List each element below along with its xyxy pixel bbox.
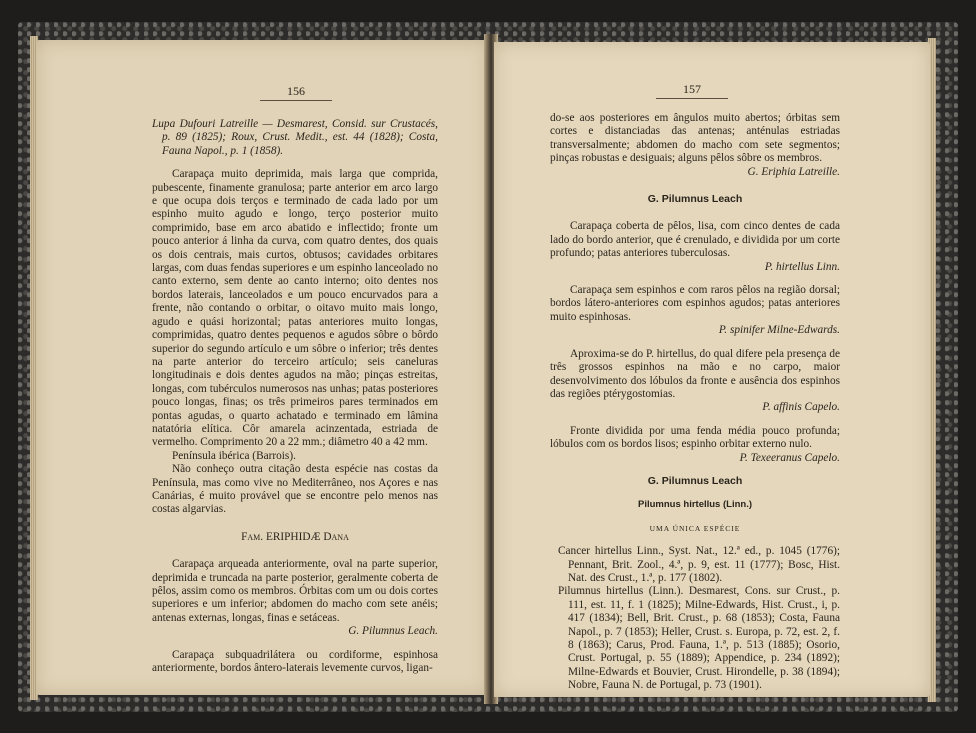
right-page-number: 157	[683, 82, 701, 96]
genus-heading-2: G. Pilumnus Leach	[647, 474, 743, 487]
species-key-1: Carapaça coberta de pêlos, lisa, com cinco dentes de cada lado do bordo anterior, que é crenulado, e dividida por um corte profundo; patas anteriores tuberculosas.	[550, 220, 840, 260]
left-page-number: 156	[287, 84, 305, 98]
right-header-rule	[656, 98, 728, 99]
right-page	[494, 42, 930, 697]
right-page-text	[550, 112, 840, 693]
key-result-spinifer: P. spinifer Milne-Edwards.	[718, 324, 840, 337]
genus-heading-1: G. Pilumnus Leach	[647, 193, 743, 206]
species-key-2: Carapaça sem espinhos e com raros pêlos na região dorsal; bordos látero-anteriores com espinhos agudos; patas anteriores muito espinhosas.	[550, 284, 840, 323]
family-description: Carapaça arqueada anteriormente, oval na parte superior, deprimida e truncada na parte posterior, geralmente coberta de pêlos, assim como os membros. Órbitas com um ou dois cortes superiores e um inferior; abdomen do macho com sete anéis; antenas externas, longas, finas e setáceas.	[152, 558, 438, 624]
key-result-hirtellus: P. hirtellus Linn.	[764, 260, 840, 273]
key-result-affinis: P. affinis Capelo.	[762, 401, 840, 414]
left-header-rule	[260, 100, 332, 101]
key-result-eriphia: G. Eriphia Latreille.	[747, 165, 840, 178]
synonymy-pilumnus-hirtellus: Pilumnus hirtellus (Linn.). Desmarest, Cons. sur Crust., p. 111, est. 11, f. 1 (1825); Milne-Edwards, Hist. Crust., i, p. 417 (1834); Bell, Brit. Crust., p. 68 (1853); Costa, Fauna Napol., p. 7 (1853); Heller, Crust. s. Europa, p. 72, est. 2, f. 8 (1863); Carus, Prod. Fauna, 1.ª, p. 513 (1885); Osorio, Crust. Portugal, p. 55 (1889); Appendice, p. 234 (1892); Milne-Edwards et Bouvier, Crust. Hirondelle, p. 38 (1894); Nobre, Fauna N. de Portugal, p. 73 (1901).	[558, 585, 840, 692]
family-heading: Fam. ERIPHIDÆ Dana	[241, 530, 349, 543]
single-species-note: UMA ÚNICA ESPÉCIE	[649, 523, 741, 533]
synonymy-paragraph: Lupa Dufouri Latreille — Desmarest, Consid. sur Crustacés, p. 89 (1825); Roux, Crust. Medit., est. 44 (1828); Costa, Fauna Napol., p. 1 (1858).	[152, 118, 438, 157]
synonymy-cancer-hirtellus: Cancer hirtellus Linn., Syst. Nat., 12.ª ed., p. 1045 (1776); Pennant, Brit. Zool., 4.ª, p. 9, est. 11 (1777); Bosc, Hist. Nat. des Crust., 1.ª, p. 177 (1802).	[558, 545, 840, 584]
distribution-paragraph: Península ibérica (Barrois).	[172, 449, 296, 462]
key-continuation: do-se aos posteriores em ângulos muito abertos; órbitas sem cortes e distanciadas das antenas; anténulas estriadas transversalmente; abdomen do macho com sete segmentos; pinças robustas e desiguais; alguns pêlos sôbre os membros.	[550, 112, 840, 165]
species-key-4: Fronte dividida por uma fenda média pouco profunda; lóbulos com os bordos lisos; espinho orbitar externo nulo.	[550, 424, 840, 451]
species-heading: Pilumnus hirtellus (Linn.)	[638, 499, 752, 511]
remarks-paragraph: Não conheço outra citação desta espécie nas costas da Península, mas como vive no Mediterrâneo, nos Açores e nas Canárias, é muito provável que se encontre pelo menos nas costas algarvias.	[152, 463, 438, 516]
species-key-3: Aproxima-se do P. hirtellus, do qual difere pela presença de três grossos espinhos na mão e no carpo, maior desenvolvimento dos lóbulos da fronte e ausência dos espinhos das regiões ptérygostomias.	[550, 347, 840, 400]
key-paragraph-continued: Carapaça subquadrilátera ou cordiforme, espinhosa anteriormente, bordos ântero-laterais levemente curvos, ligan-	[152, 648, 438, 675]
left-page-text	[152, 118, 438, 675]
key-result-texeeranus: P. Texeeranus Capelo.	[739, 451, 840, 464]
key-result-pilumnus: G. Pilumnus Leach.	[348, 625, 438, 638]
left-page	[36, 40, 488, 695]
description-paragraph: Carapaça muito deprimida, mais larga que comprida, pubescente, finamente granulosa; parte anterior em arco largo e que ocupa dois terços e terminado de cada lado por um espinho muito agudo e longo, terço posterior muito comprimido, base em arco abatido e inflectido; fronte um pouco anterior á linha da curva, com quatro dentes, dos quais os dois centrais, mais curtos, obtusos; cavidades orbitares largas, com duas fendas superiores e um espinho lanceolado no canto externo, sem dente ao canto interno; oito dentes nos bordos laterais, lanceolados e um pouco encurvados para a frente, não contando o orbitar, o oitavo muito mais longo, agudo e quási horizontal; patas anteriores muito longas, comprimidas, quatro dentes pequenos e agudos sôbre o bôrdo superior do segundo artículo e um sôbre o inferior; três dentes na parte anterior do terceiro artículo; seis caneluras longitudinais e dois dentes agudos na mão; pinças estreitas, longas, com tubérculos numerosos nas unhas; patas posteriores pouco longas, finas; os três primeiros pares terminados em pontas agudas, o quarto achatado e terminado em lâmina natatória elítica. Côr amarela acinzentada, estriada de vermelho. Comprimento 20 a 22 mm.; diâmetro 40 a 42 mm.	[152, 168, 438, 449]
